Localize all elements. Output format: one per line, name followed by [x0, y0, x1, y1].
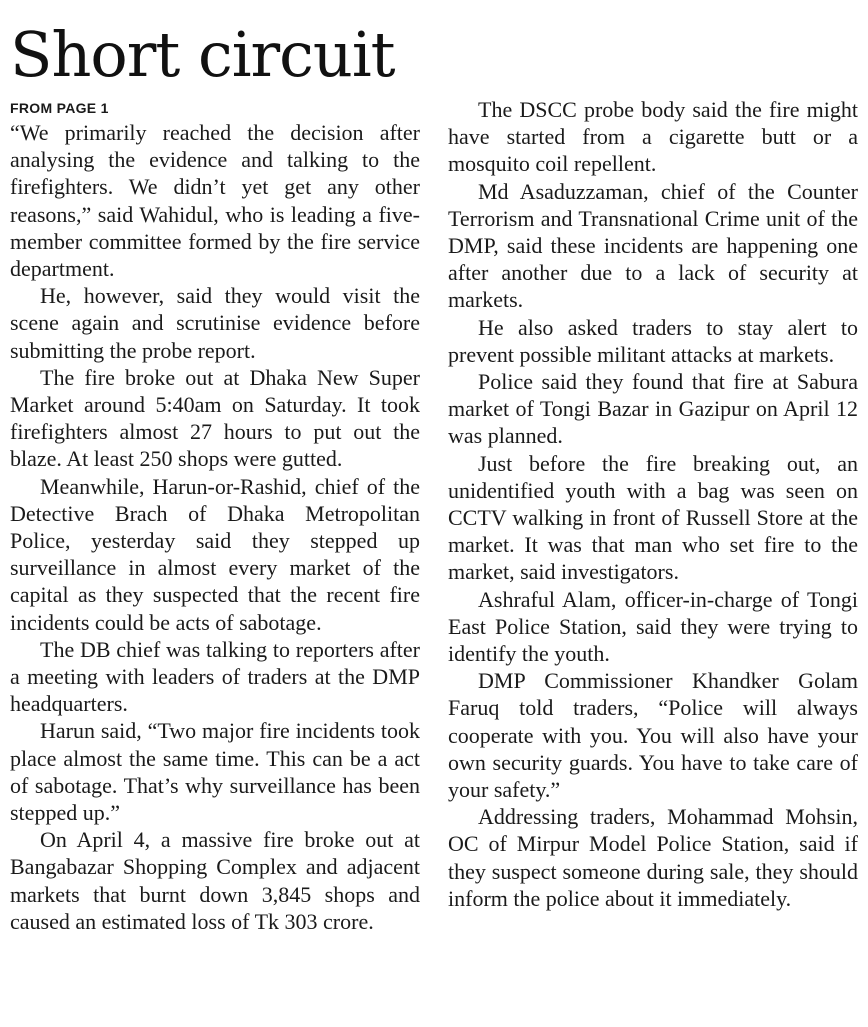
paragraph: Addressing traders, Mohammad Mohsin, OC of Mirpur Model Police Station, said if they suspect someone during sale, they should inform the police about it immediately.	[448, 804, 858, 911]
article-column-right	[448, 96, 858, 912]
headline: Short circuit	[10, 18, 395, 91]
paragraph: The DB chief was talking to reporters after a meeting with leaders of traders at the DMP headquarters.	[10, 636, 420, 717]
paragraph: Ashraful Alam, officer-in-charge of Tongi East Police Station, said they were trying to identify the youth.	[448, 586, 858, 667]
continuation-kicker: FROM PAGE 1	[10, 100, 109, 116]
paragraph: Just before the fire breaking out, an unidentified youth with a bag was seen on CCTV walking in front of Russell Store at the market. It was that man who set fire to the market, said investigators.	[448, 450, 858, 585]
paragraph: Harun said, “Two major fire incidents took place almost the same time. This can be a act of sabotage. That’s why surveillance has been stepped up.”	[10, 718, 420, 826]
paragraph: The fire broke out at Dhaka New Super Market around 5:40am on Saturday. It took firefighters almost 27 hours to put out the blaze. At least 250 shops were gutted.	[10, 364, 420, 472]
paragraph: “We primarily reached the decision after analysing the evidence and talking to the firefighters. We didn’t yet get any other reasons,” said Wahidul, who is leading a five-member committee formed by the fire service department.	[10, 120, 420, 282]
paragraph: Meanwhile, Harun-or-Rashid, chief of the Detective Brach of Dhaka Metropolitan Police, yesterday said they stepped up surveillance in almost every market of the capital as they suspected that the recent fire incidents could be acts of sabotage.	[10, 473, 420, 635]
paragraph: He also asked traders to stay alert to prevent possible militant attacks at markets.	[448, 314, 858, 367]
paragraph: The DSCC probe body said the fire might have started from a cigarette butt or a mosquito coil repellent.	[448, 97, 858, 177]
paragraph: He, however, said they would visit the scene again and scrutinise evidence before submitting the probe report.	[10, 283, 420, 363]
paragraph: Police said they found that fire at Sabura market of Tongi Bazar in Gazipur on April 12 was planned.	[448, 369, 858, 449]
paragraph: Md Asaduzzaman, chief of the Counter Terrorism and Transnational Crime unit of the DMP, said these incidents are happening one after another due to a lack of security at markets.	[448, 178, 858, 313]
article-column-left	[10, 96, 420, 935]
paragraph: On April 4, a massive fire broke out at Bangabazar Shopping Complex and adjacent markets that burnt down 3,845 shops and caused an estimated loss of Tk 303 crore.	[10, 827, 420, 934]
paragraph: DMP Commissioner Khandker Golam Faruq told traders, “Police will always cooperate with you. You will also have your own security guards. You have to take care of your safety.”	[448, 668, 858, 803]
